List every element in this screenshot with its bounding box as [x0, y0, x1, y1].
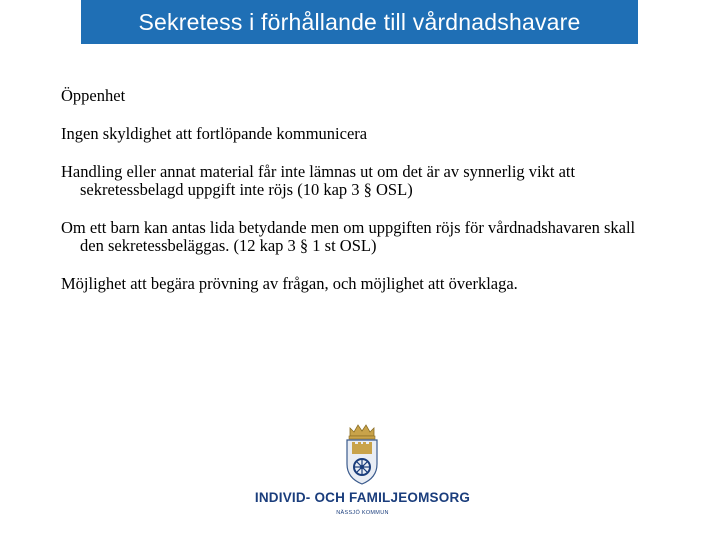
organization-logo — [250, 422, 475, 522]
logo-department-name: INDIVID- OCH FAMILJEOMSORG — [254, 490, 471, 505]
municipal-crest-icon — [342, 422, 382, 486]
slide-title: Sekretess i förhållande till vårdnadshavare — [138, 8, 581, 35]
slide-body — [61, 87, 661, 313]
paragraph-document-restriction: Handling eller annat material får inte lämnas ut om det är av synnerlig vikt att sekretessbelagd uppgift inte röjs (10 kap 3 § OSL) — [61, 162, 576, 199]
paragraph-child-harm: Om ett barn kan antas lida betydande men om uppgiften röjs för vårdnadshavaren skall den sekretessbeläggas. (12 kap 3 § 1 st OSL) — [61, 218, 636, 255]
logo-municipality-name: NÄSSJÖ KOMMUN — [336, 510, 389, 516]
paragraph-openness: Öppenhet — [61, 86, 126, 105]
paragraph-appeal: Möjlighet att begära prövning av frågan, och möjlighet att överklaga. — [61, 274, 518, 293]
paragraph-no-obligation: Ingen skyldighet att fortlöpande kommunicera — [61, 124, 368, 143]
title-bar — [81, 0, 638, 44]
